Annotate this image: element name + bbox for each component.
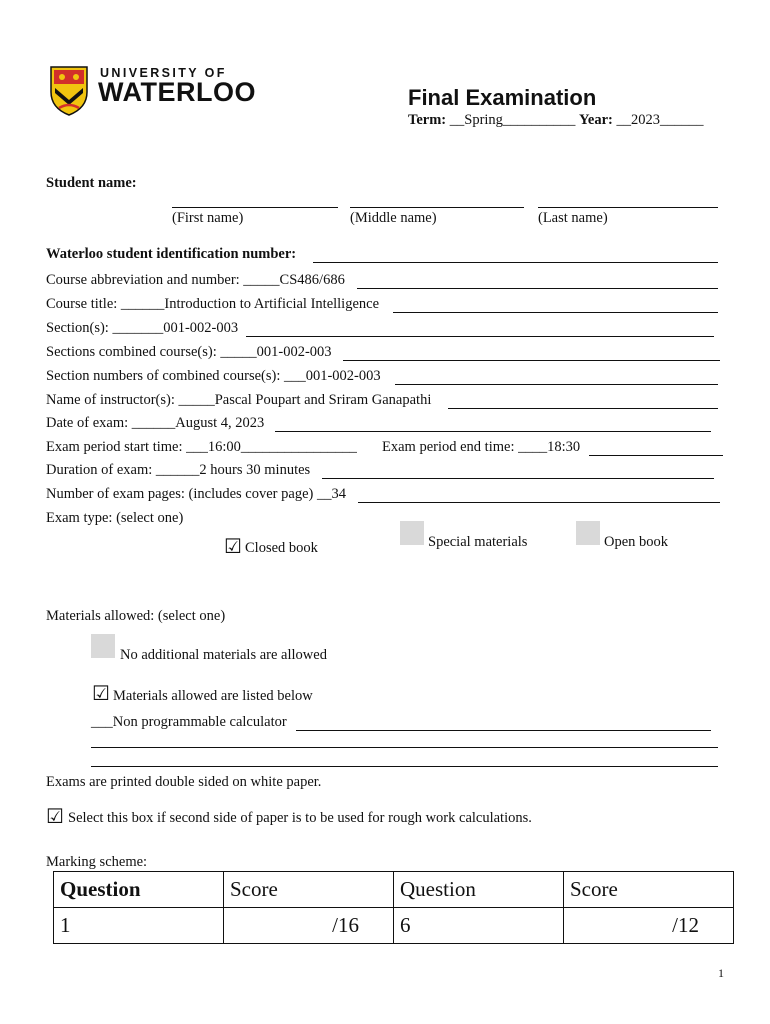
exam-period-start: Exam period start time: ___16:00________________ — [46, 439, 357, 455]
no-materials-label: No additional materials are allowed — [120, 647, 327, 663]
year-value: __2023______ — [616, 112, 704, 128]
open-book-label: Open book — [604, 534, 669, 550]
calculator-item: ___Non programmable calculator — [91, 714, 287, 730]
materials-listed-checkbox[interactable]: ☑ — [92, 683, 110, 705]
waterloo-shield-icon — [50, 66, 88, 116]
logo-waterloo: WATERLOO — [98, 77, 256, 107]
score-cell[interactable]: /16 — [224, 908, 394, 944]
field-underline — [357, 288, 718, 289]
course-field-3 — [46, 344, 332, 361]
instructors: Name of instructor(s): _____Pascal Poupart and Sriram Ganapathi — [46, 392, 432, 408]
materials-label: Materials allowed: (select one) — [46, 608, 226, 624]
table-header-cell: Question — [394, 872, 564, 908]
table-cell: 6 — [394, 908, 564, 944]
field-underline — [275, 431, 711, 432]
materials-blank-line-2[interactable] — [91, 766, 718, 767]
page-number: 1 — [718, 966, 724, 980]
year-label: Year: — [579, 112, 613, 128]
closed-book-checkbox[interactable]: ☑ — [224, 536, 242, 558]
exam-title: Final Examination — [408, 85, 597, 110]
term-year-line — [408, 112, 704, 129]
table-cell: 1 — [54, 908, 224, 944]
exam-pages: Number of exam pages: (includes cover page) __34 — [46, 486, 346, 502]
course-abbreviation: Course abbreviation and number: _____CS486/686 — [46, 272, 345, 288]
first-name-field[interactable] — [172, 207, 338, 208]
student-id-field[interactable] — [313, 262, 718, 263]
university-logo — [50, 66, 260, 118]
field-underline — [448, 408, 718, 409]
middle-name-field[interactable] — [350, 207, 524, 208]
field-underline — [589, 455, 723, 456]
sections: Section(s): _______001-002-003 — [46, 320, 239, 336]
field-underline — [246, 336, 714, 337]
score-cell[interactable]: /12 — [564, 908, 734, 944]
student-id-label: Waterloo student identification number: — [46, 246, 297, 262]
marking-scheme-label: Marking scheme: — [46, 854, 148, 870]
field-underline — [322, 478, 714, 479]
last-name-caption: (Last name) — [538, 210, 608, 226]
exam-type-label: Exam type: (select one) — [46, 510, 184, 526]
term-label: Term: — [408, 112, 447, 128]
course-field-6 — [46, 415, 264, 432]
special-materials-label: Special materials — [428, 534, 528, 550]
middle-name-caption: (Middle name) — [350, 210, 437, 226]
materials-listed-label: Materials allowed are listed below — [113, 688, 313, 704]
open-book-checkbox[interactable] — [576, 521, 600, 545]
field-underline — [343, 360, 720, 361]
table-header-row — [54, 872, 734, 908]
field-underline — [358, 502, 720, 503]
last-name-field[interactable] — [538, 207, 718, 208]
term-value: __Spring__________ — [449, 112, 576, 128]
no-materials-checkbox[interactable] — [91, 634, 115, 658]
field-underline — [393, 312, 718, 313]
materials-blank-line-1[interactable] — [91, 747, 718, 748]
section-numbers-combined: Section numbers of combined course(s): ___001-002-003 — [46, 368, 381, 384]
exam-period-end: Exam period end time: ____18:30 — [382, 439, 581, 455]
course-field-1 — [46, 296, 379, 313]
exam-date: Date of exam: ______August 4, 2023 — [46, 415, 265, 431]
course-field-5 — [46, 392, 431, 409]
table-header-cell: Score — [224, 872, 394, 908]
paper-note: Exams are printed double sided on white paper. — [46, 774, 322, 790]
student-name-label: Student name: — [46, 175, 137, 191]
rough-work-checkbox[interactable]: ☑ — [46, 806, 64, 828]
logo-university-of: UNIVERSITY OF — [100, 66, 227, 80]
first-name-caption: (First name) — [172, 210, 244, 226]
marking-scheme-table — [53, 871, 734, 944]
field-underline — [296, 730, 711, 731]
table-header-cell: Question — [54, 872, 224, 908]
course-field-0 — [46, 272, 345, 289]
field-underline — [395, 384, 718, 385]
exam-duration: Duration of exam: ______2 hours 30 minutes — [46, 462, 311, 478]
sections-combined: Sections combined course(s): _____001-002-003 — [46, 344, 332, 360]
table-header-cell: Score — [564, 872, 734, 908]
course-title: Course title: ______Introduction to Artificial Intelligence — [46, 296, 380, 312]
closed-book-label: Closed book — [245, 540, 318, 556]
course-field-4 — [46, 368, 381, 385]
special-materials-checkbox[interactable] — [400, 521, 424, 545]
course-field-2 — [46, 320, 238, 337]
table-row — [54, 908, 734, 944]
rough-work-label: Select this box if second side of paper is to be used for rough work calculations. — [68, 810, 532, 826]
